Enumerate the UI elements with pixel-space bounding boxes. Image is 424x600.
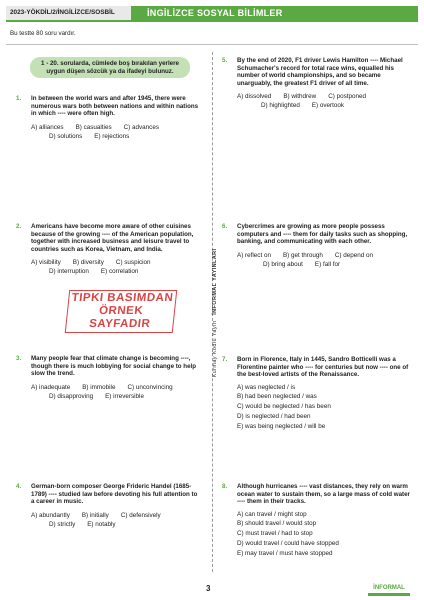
option-c[interactable]: C) suspicion	[115, 259, 151, 266]
stamp-line-2: ÖRNEK SAYFADIR	[88, 305, 151, 330]
page-header	[6, 6, 418, 20]
answer-options	[31, 123, 201, 141]
question-number: 4.	[16, 483, 22, 490]
question-text: In between the world wars and after 1945, there were numerous wars both between nations and within nations in which ---- were often high.	[31, 95, 199, 117]
question-text: German-born composer George Frideric Handel (1685-1789) ---- studied law before devoting his full attention to a career in music.	[31, 483, 198, 505]
side-brand: Kurmay Kodlu Yayın	[212, 320, 218, 378]
question-number: 2.	[16, 223, 22, 230]
question-6	[222, 223, 412, 269]
option-a[interactable]: A) abundantly	[31, 511, 70, 519]
side-publisher-text	[200, 230, 224, 405]
option-c[interactable]: C) postponed	[328, 93, 367, 100]
option-d[interactable]: D) solutions	[49, 132, 83, 140]
instruction-banner	[30, 57, 190, 78]
question-number: 5.	[222, 57, 228, 64]
option-d[interactable]: D) is neglected / had been	[237, 412, 311, 420]
header-rule	[6, 20, 418, 22]
option-d[interactable]: D) strictly	[49, 520, 76, 528]
question-number: 8.	[222, 483, 228, 490]
section-title: İNGİLİZCE SOSYAL BİLİMLER	[131, 6, 418, 20]
option-a[interactable]: A) dissolved	[237, 93, 272, 100]
answer-options	[237, 92, 412, 110]
option-b[interactable]: B) casualties	[75, 123, 112, 131]
option-c[interactable]: C) must travel / had to stop	[237, 530, 313, 538]
option-a[interactable]: A) reflect on	[237, 251, 271, 259]
stamp-line-1: TIPKI BASIMDAN	[71, 292, 174, 304]
question-8	[222, 483, 412, 558]
question-text: Many people fear that climate change is becoming ----, though there is much lobbying for social change to help slow the trend.	[31, 355, 197, 377]
answer-options	[31, 383, 201, 401]
question-2	[16, 223, 201, 276]
option-a[interactable]: A) can travel / might stop	[237, 510, 307, 518]
sample-stamp	[65, 290, 178, 333]
question-text: Born in Florence, Italy in 1445, Sandro Botticelli was a Florentine painter who ---- for centuries but now ---- one of the best-loved artists of the Renaissance.	[237, 356, 409, 378]
option-c[interactable]: C) would be neglected / has been	[237, 403, 331, 411]
question-text: By the end of 2020, F1 driver Lewis Hamilton ---- Michael Schumacher's record for total race wins, equalled his number of world championships, and so became unarguably, the greatest F1 driver of all time.	[237, 57, 403, 87]
answer-options	[31, 511, 201, 529]
option-c[interactable]: C) advances	[123, 123, 159, 131]
answer-options	[237, 383, 412, 432]
note-rule	[6, 44, 418, 45]
option-b[interactable]: B) had been neglected / was	[237, 393, 317, 401]
publisher-logo	[368, 579, 410, 597]
option-b[interactable]: B) get through	[282, 251, 323, 259]
question-number: 7.	[222, 356, 228, 363]
exam-code: 2023-YÖKDİL/2/İNGİLİZCE/SOSBİL	[6, 6, 131, 20]
option-e[interactable]: E) irreversible	[105, 392, 144, 400]
option-a[interactable]: A) was neglected / is	[237, 383, 296, 391]
option-d[interactable]: D) would travel / could have stopped	[237, 539, 339, 547]
option-e[interactable]: E) overtook	[311, 102, 345, 109]
option-a[interactable]: A) visibility	[31, 259, 61, 266]
option-c[interactable]: C) depend on	[334, 251, 374, 259]
logo-bar	[368, 593, 410, 596]
question-1	[16, 95, 201, 141]
option-e[interactable]: E) correlation	[100, 268, 139, 275]
question-7	[222, 356, 412, 431]
option-d[interactable]: D) disapproving	[49, 392, 94, 400]
answer-options	[31, 258, 201, 276]
side-publisher-name: İNFORMAL YAYINLARI	[212, 248, 218, 315]
option-e[interactable]: E) notably	[87, 520, 116, 528]
logo-text: İNFORMAL	[373, 585, 405, 591]
option-c[interactable]: C) unconvincing	[127, 383, 173, 391]
option-e[interactable]: E) may travel / must have stopped	[237, 549, 333, 557]
option-a[interactable]: A) inadequate	[31, 383, 71, 391]
option-b[interactable]: B) should travel / would stop	[237, 520, 317, 528]
question-4	[16, 483, 201, 529]
option-c[interactable]: C) defensively	[120, 511, 161, 519]
option-d[interactable]: D) highlighted	[261, 102, 300, 109]
question-3	[16, 355, 201, 401]
question-number: 3.	[16, 355, 22, 362]
question-number: 6.	[222, 223, 228, 230]
option-b[interactable]: B) diversity	[72, 259, 104, 266]
answer-options	[237, 510, 412, 559]
option-b[interactable]: B) immobile	[82, 383, 116, 391]
option-e[interactable]: E) was being neglected / will be	[237, 422, 326, 430]
option-b[interactable]: B) withdrew	[283, 93, 317, 100]
answer-options	[237, 251, 412, 269]
option-d[interactable]: D) interruption	[49, 268, 89, 275]
option-e[interactable]: E) rejections	[94, 132, 130, 140]
instruction-line-1: 1 - 20. sorularda, cümlede boş bırakılan yerlere	[41, 60, 179, 67]
question-text: Although hurricanes ---- vast distances, they rely on warm ocean water to sustain them, so a large mass of cold water ---- them in their tracks.	[237, 483, 410, 505]
option-e[interactable]: E) fall for	[314, 260, 341, 268]
instruction-line-2: uygun düşen sözcük ya da ifadeyi bulunuz.	[46, 68, 174, 75]
question-number: 1.	[16, 95, 22, 102]
option-d[interactable]: D) bring about	[263, 260, 303, 268]
test-note: Bu testte 80 soru vardır.	[10, 30, 76, 37]
question-5	[222, 57, 412, 110]
question-text: Cybercrimes are growing as more people possess computers and ---- them for daily tasks such as shopping, banking, and communicating with each other.	[237, 223, 408, 245]
option-b[interactable]: B) initially	[81, 511, 109, 519]
page-number: 3	[206, 584, 211, 593]
question-text: Americans have become more aware of other cuisines because of the growing ---- of the American population, together with increased business and leisure travel to countries such as Korea, Vietnam, and India.	[31, 223, 194, 253]
option-a[interactable]: A) alliances	[31, 123, 64, 131]
